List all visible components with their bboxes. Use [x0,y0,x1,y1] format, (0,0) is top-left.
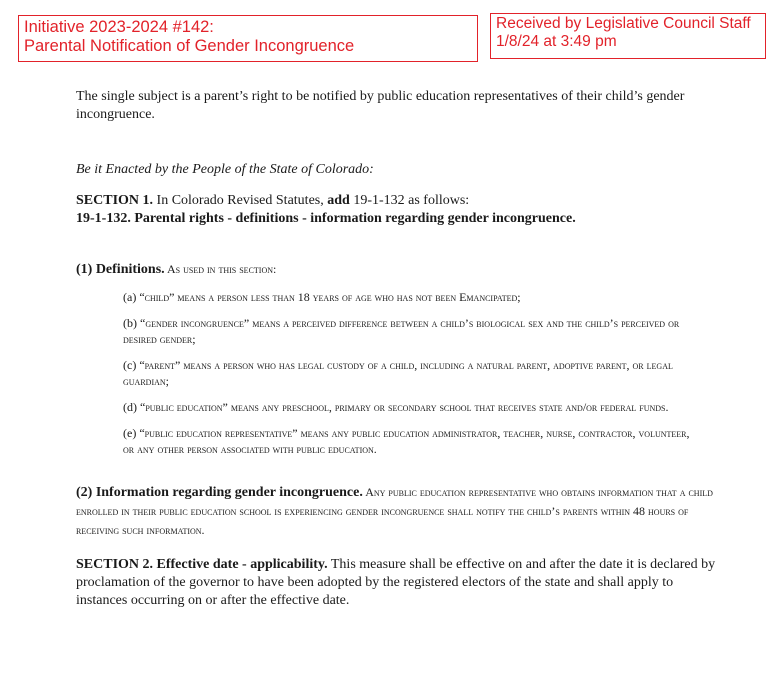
single-subject-statement: The single subject is a parent’s right to be notified by public education representatives of their child’s gender incongruence. [76,89,685,122]
definition-item: (a) “child” means a person less than 18 years of age who has not been Emancipated; [123,290,521,304]
initiative-title: Parental Notification of Gender Incongruence [24,37,355,56]
subsection-1-heading: (1) Definitions. [76,262,165,277]
definition-item: (b) “gender incongruence” means a perceived difference between a child’s biological sex and the child’s perceived or desired gender; [123,316,680,346]
statute-title: 19-1-132. Parental rights - definitions - information regarding gender incongruence. [76,211,576,226]
subsection-2-heading: (2) Information regarding gender incongruence. [76,485,363,500]
definition-item: (c) “parent” means a person who has legal custody of a child, including a natural parent, adoptive parent, or legal guardian; [123,358,673,388]
received-stamp [490,13,766,59]
subsection-2: (2) Information regarding gender incongruence. Any public education representative who obtains information that a child enrolled in their public education school is experiencing gender incongruence shall notify the child’s parents within 48 hours of receiving such information. [76,485,713,537]
section-2-heading: SECTION 2. Effective date - applicability. [76,557,328,572]
definition-item: (e) “public education representative” means any public education administrator, teacher, nurse, contractor, volunteer, or any other person associated with public education. [123,426,690,456]
received-date: 1/8/24 at 3:49 pm [496,33,617,51]
received-by: Received by Legislative Council Staff [496,15,751,32]
section-1-heading: SECTION 1. [76,193,154,208]
enacting-clause: Be it Enacted by the People of the State of Colorado: [76,162,374,177]
section-2: SECTION 2. Effective date - applicability. This measure shall be effective on and after the date it is declared by proclamation of the governor to have been adopted by the registered electors of the state and shall apply to instances occurring on or after the effective date. [76,557,716,608]
subsection-1: (1) Definitions. As used in this section: [76,262,277,277]
initiative-stamp [18,15,478,62]
definitions-list [123,289,703,457]
add-keyword: add [327,193,350,208]
initiative-document [76,88,716,610]
definition-item: (d) “public education” means any preschool, primary or secondary school that receives state and/or federal funds. [123,400,669,414]
section-1-intro: SECTION 1. In Colorado Revised Statutes, add 19-1-132 as follows: [76,193,470,208]
initiative-number: Initiative 2023-2024 #142: [24,18,214,36]
